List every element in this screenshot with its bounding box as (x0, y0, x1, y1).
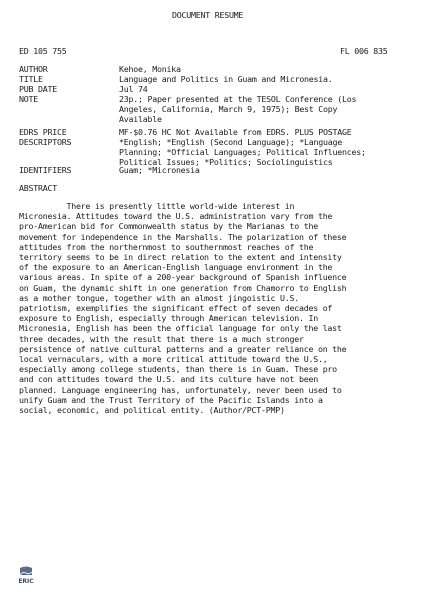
pub-date-value: Jul 74 (119, 84, 148, 94)
eric-logo (17, 566, 35, 586)
title-value: Language and Politics in Guam and Micronesia. (119, 74, 333, 84)
edrs-price-value: MF-$0.76 HC Not Available from EDRS. PLUS POSTAGE (119, 127, 352, 137)
descriptors-value: *English; *English (Second Language); *Language Planning; *Official Languages; Political Influences; Political Issues; *Politics; Sociolinguistics (119, 137, 366, 168)
ed-number: ED 105 755 (19, 46, 67, 56)
document-title: DOCUMENT RESUME (172, 10, 244, 20)
abstract-text: There is presently little world-wide interest in Micronesia. Attitudes toward the U.S. administration vary from the pro-American bid for Commonwealth status by the Marianas to the movement for independence in the Marshalls. The polarization of these attitudes from the northernmost to southernmost reaches of the territory seems to be in direct relation to the extent and intensity of the exposure to an American-English language environment in the various areas. In spite of a 200-year background of Spanish influence on Guam, the dynamic shift in one generation from Chamorro to English as a mother tongue, together with an almost jingoistic U.S. patriotism, exemplifies the significant effect of seven decades of exposure to English, especially through American television. In Micronesia, English has been the official language for only the last three decades, with the result that there is a much stronger persistence of native cultural patterns and a greater reliance on the local vernaculars, with a more critical attitude toward the U.S., especially among college students, than there is in Guam. These pro and con attitudes toward the U.S. and its culture have not been planned. Language engineering has, unfortunately, never been used to unify Guam and the Trust Territory of the Pacific Islands into a social, economic, and political entity. (Author/PCT-PMP) (19, 201, 347, 416)
author-value: Kehoe, Monika (119, 64, 181, 74)
descriptors-label: DESCRIPTORS (19, 137, 72, 147)
title-label: TITLE (19, 74, 43, 84)
edrs-price-label: EDRS PRICE (19, 127, 67, 137)
pub-date-label: PUB DATE (19, 84, 57, 94)
identifiers-value: Guam; *Micronesia (119, 165, 200, 175)
abstract-label: ABSTRACT (19, 183, 57, 193)
identifiers-label: IDENTIFIERS (19, 165, 72, 175)
fl-number: FL 006 835 (340, 46, 388, 56)
svg-text:ERIC: ERIC (18, 578, 34, 585)
note-label: NOTE (19, 94, 38, 104)
note-value: 23p.; Paper presented at the TESOL Conference (Los Angeles, California, March 9, 1975); Best Copy Available (119, 94, 357, 125)
author-label: AUTHOR (19, 64, 48, 74)
